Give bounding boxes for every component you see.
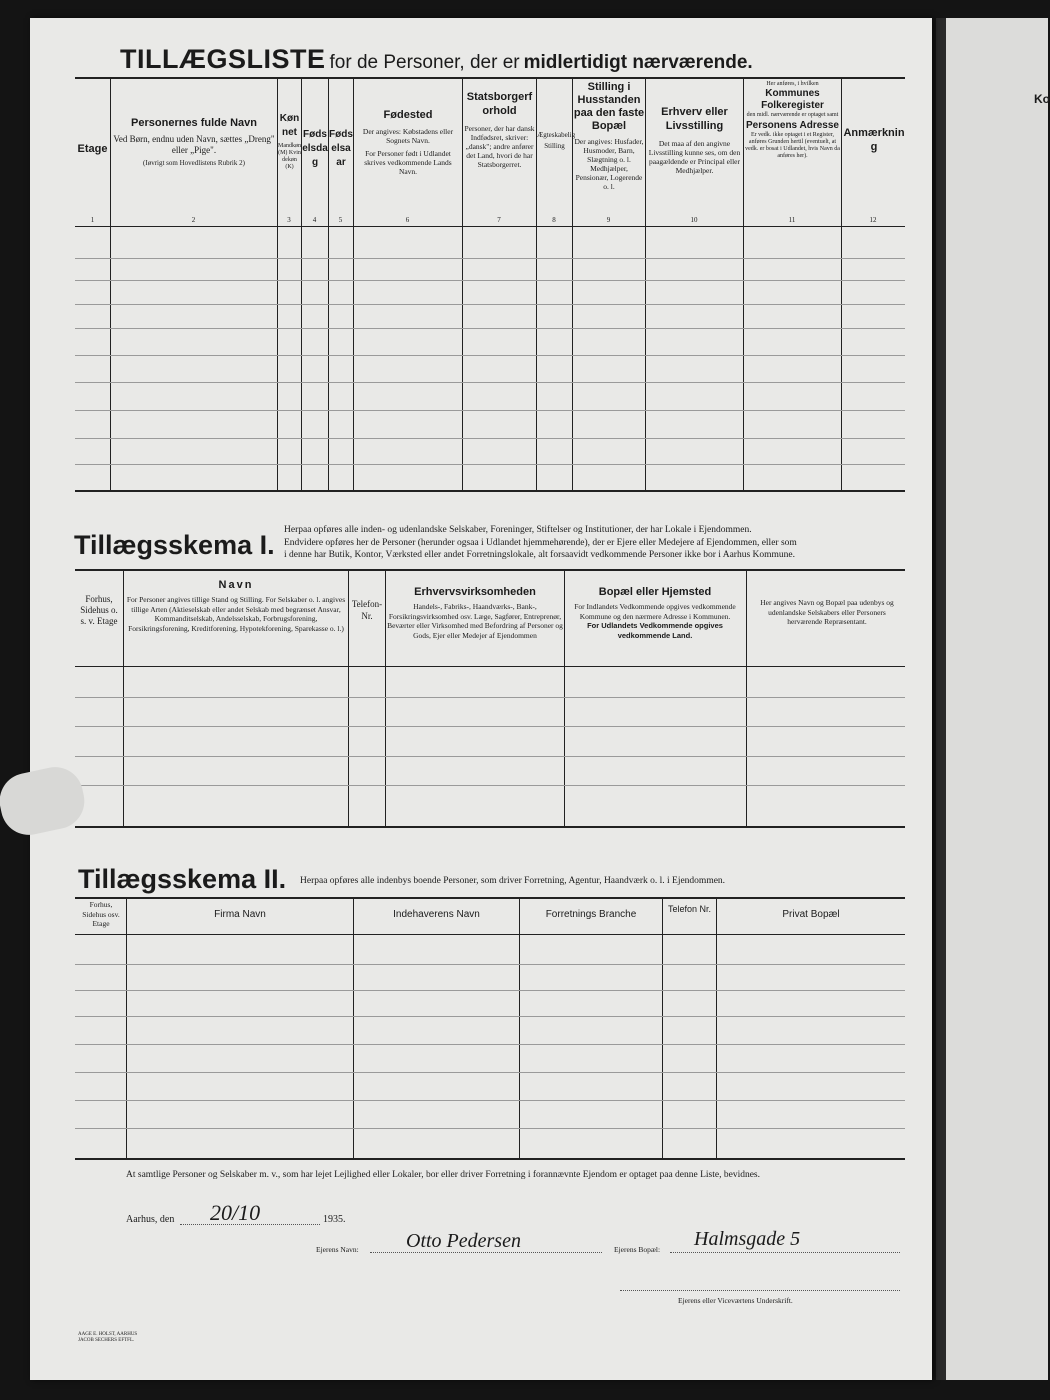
- col-register-sub: den midl. nærværende er optaget samt: [746, 112, 839, 118]
- col-num-10: 10: [690, 216, 698, 224]
- s1-col-etage-header: Forhus, Sidehus o. s. v. Etage: [80, 594, 118, 626]
- s1-col-business-title: Erhvervsvirksomheden: [414, 586, 536, 598]
- owner-name-label: Ejerens Navn:: [316, 1245, 359, 1254]
- col-name-sub2: (Iøvrigt som Hovedlistens Rubrik 2): [143, 159, 245, 167]
- col-sex-header: [278, 112, 301, 171]
- s2-col-owner-header: Indehaverens Navn: [393, 909, 480, 920]
- col-occupation-sub: Det maa af den angivne Livsstilling kunne ses, om den paagældende er Principal eller Medhjælper.: [648, 139, 741, 175]
- schema1-intro: [284, 524, 924, 562]
- main-title-prefix: TILLÆGSLISTE: [120, 44, 326, 74]
- s2-col-address-header: Privat Bopæl: [782, 909, 840, 920]
- schema1-title: Tillægsskema I.: [74, 530, 275, 560]
- date-value: 20/10: [210, 1200, 261, 1225]
- col-occupation-header: [647, 105, 742, 175]
- col-num-11: 11: [788, 216, 796, 224]
- col-name-title: Personernes fulde Navn: [131, 117, 257, 129]
- col-num-4: 4: [312, 216, 317, 224]
- declaration: At samtlige Personer og Selskaber m. v., som har lejet Lejlighed eller Lokaler, bor eller driver Forretning i forannævnte Ejendom er optaget paa denne Liste, bevidnes.: [126, 1170, 760, 1180]
- next-page-text: Ko: [1034, 92, 1050, 106]
- s1-col-name-header: [126, 578, 346, 633]
- col-citizenship-sub: Personer, der har dansk Indfødsret, skriver: „dansk"; andre anfører det Land, hvori de har Statsborgerret.: [464, 124, 535, 169]
- main-title-middle: for de Personer, der er: [329, 52, 520, 73]
- s1-col-residence-title: Bopæl eller Hjemsted: [598, 586, 712, 598]
- s2-col-branch-header: Forretnings Branche: [545, 909, 637, 920]
- col-citizenship-title: Statsborgerforhold: [466, 91, 533, 117]
- s2-col-etage-header: Forhus, Sidehus osv. Etage: [82, 900, 120, 928]
- census-form-page: [30, 18, 932, 1380]
- s1-col-representative-header: Her angives Navn og Bopæl paa udenbys og udenlandske Selskabers eller Personers herværende Repræsentant.: [760, 598, 894, 626]
- owner-address-value: Halmsgade 5: [694, 1228, 801, 1250]
- s1-col-business-header: [387, 585, 563, 640]
- s1-col-residence-header: [566, 585, 744, 640]
- col-num-8: 8: [552, 216, 556, 224]
- signature-label: Ejerens eller Viceværtens Underskrift.: [678, 1296, 793, 1305]
- col-etage-header: Etage: [77, 143, 108, 155]
- col-register-pre: Her anføres, i hvilken: [766, 81, 819, 87]
- schema1-intro-line3: i denne har Butik, Kontor, Værksted eller andet Forretningslokale, alt forsaavidt vedkommende Personer ikke bor i Aarhus Kommune.: [284, 550, 796, 560]
- col-num-12: 12: [869, 216, 877, 224]
- col-num-2: 2: [191, 216, 196, 224]
- schema1-intro-line2: Endvidere opføres her de Personer (herunder ogsaa i Udlandet hjemmehørende), der er Ejere eller Medejere af Ejendommen, eller som: [284, 537, 797, 548]
- s1-col-name-title: Navn: [218, 579, 254, 591]
- s2-col-phone-header: Telefon Nr.: [667, 904, 712, 914]
- main-title: [120, 44, 920, 75]
- main-title-suffix: midlertidigt nærværende.: [523, 52, 753, 73]
- col-register-sub2: Er vedk. ikke optaget i et Register, anføres Grunden hertil (eventuelt, at vedk. er bosat i Udlandet, hvis Navn da anføres her).: [745, 132, 840, 159]
- col-birthplace-sub: Der angives: Købstadens eller Sognets Navn.: [362, 127, 454, 145]
- owner-address-label: Ejerens Bopæl:: [614, 1245, 661, 1254]
- col-birthyear-header: Fødselsaar: [329, 129, 353, 168]
- s1-col-residence-sub: For Indlandets Vedkommende opgives vedkommende Kommune og den nærmere Adresse i Kommunen.: [574, 602, 736, 621]
- col-sex-title: Kønnet: [279, 113, 300, 138]
- owner-name-value: Otto Pedersen: [406, 1230, 521, 1252]
- col-num-6: 6: [405, 216, 410, 224]
- col-register-header: [745, 81, 840, 160]
- col-household-title: Stilling i Husstanden paa den faste Bopæl: [573, 81, 645, 132]
- schema1-intro-line1: Herpaa opføres alle inden- og udenlandske Selskaber, Foreninger, Stiftelser og Institutioner, der har Lokale i Ejendommen.: [284, 525, 752, 535]
- s2-col-firm-header: Firma Navn: [214, 909, 266, 920]
- book-spine: [936, 18, 946, 1380]
- col-sex-sub: Mandkøn (M) Kvindekøn (K): [278, 143, 301, 170]
- col-household-sub: Der angives: Husfader, Husmoder, Barn, Slægtning o. l. Medhjælper, Pensionær, Logerende o. l.: [574, 137, 644, 191]
- col-name-sub: Ved Børn, endnu uden Navn, sættes „Dreng" eller „Pige".: [113, 134, 275, 155]
- s1-col-name-sub: For Personer angives tillige Stand og Stilling. For Selskaber o. l. angives tillige Arten (Aktieselskab eller andet Selskab med begrænset Ansvar, Kommanditselskab, Andelsselskab, Forbrugsforening, Forsikringsforening, Kreditforening, Hypotekforening, Sparekasse o. l.): [126, 595, 346, 633]
- s1-col-phone-header: Telefon-Nr.: [351, 599, 383, 621]
- col-marital-header: Ægteskabelig Stilling: [537, 131, 576, 150]
- next-page: [946, 18, 1048, 1380]
- col-citizenship-header: [464, 90, 535, 169]
- col-register-title2: Personens Adresse: [745, 120, 839, 131]
- col-num-9: 9: [606, 216, 611, 224]
- col-birthplace-title: Fødested: [383, 109, 433, 121]
- col-birthplace-header: [355, 108, 461, 176]
- year-value: 1935.: [323, 1214, 346, 1225]
- col-name-header: [112, 116, 276, 168]
- s1-col-residence-sub2: For Udlandets Vedkommende opgives vedkommende Land.: [587, 621, 723, 640]
- col-occupation-title: Erhverv eller Livsstilling: [661, 106, 728, 132]
- s1-col-business-sub: Handels-, Fabriks-, Haandværks-, Bank-, Forsikringsvirksomhed osv. Læge, Sagfører, Entreprenør, Beværter eller Virksomhed med Befordring af Personer og Gods, Ejer eller Medejer af Ejendommen: [387, 602, 563, 640]
- col-birthplace-sub2: For Personer født i Udlandet skrives vedkommende Lands Navn.: [364, 149, 452, 176]
- col-num-5: 5: [338, 216, 343, 224]
- schema2-intro: Herpaa opføres alle indenbys boende Personer, som driver Forretning, Agentur, Haandværk o. l. i Ejendommen.: [300, 876, 726, 886]
- col-birthday-header: Fødselsdag: [302, 129, 328, 168]
- col-num-7: 7: [497, 216, 501, 224]
- col-num-3: 3: [287, 216, 291, 224]
- col-num-1: 1: [90, 216, 95, 224]
- printer-imprint: AAGE E. HOLST, AARHUS JACOB SECHERS EFTFL.: [78, 1332, 138, 1343]
- schema2-title: Tillægsskema II.: [78, 864, 287, 894]
- col-remark-header: Anmærkning: [843, 127, 905, 153]
- col-household-header: [573, 81, 645, 191]
- col-register-title: Kommunes Folkeregister: [761, 88, 824, 111]
- place-label: Aarhus, den: [126, 1214, 175, 1225]
